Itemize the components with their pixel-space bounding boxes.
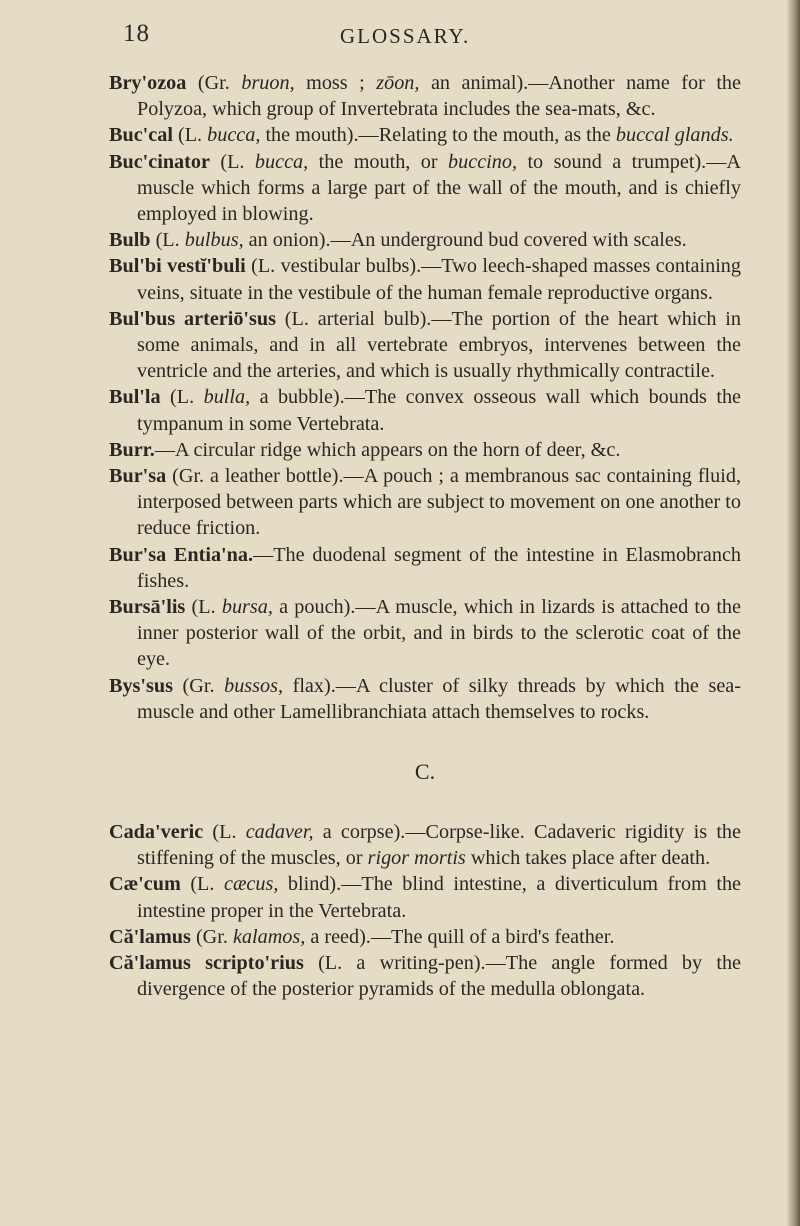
entry-headword: Cada'veric: [109, 821, 204, 844]
entry-headword: Bur'sa Entia'na.: [109, 543, 254, 566]
entry-text: (L.: [203, 821, 246, 844]
entry-text: an onion).—An underground bud covered with scales.: [243, 229, 687, 252]
entry-etymon: bucca,: [207, 124, 261, 147]
entry-headword: Burr.: [109, 438, 155, 461]
glossary-entry: [109, 437, 741, 463]
glossary-entry: [109, 384, 741, 436]
glossary-entry: [109, 542, 741, 594]
entry-headword: Buc'cinator: [109, 150, 210, 173]
entry-text: a reed).—The quill of a bird's feather.: [305, 925, 615, 948]
entry-etymon: cæcus,: [223, 873, 279, 896]
entry-text: a pouch).—A muscle, which in lizards is attached to the inner posterior wall of the orbit, and in birds to the sclerotic coat of the eye.: [137, 596, 741, 671]
entry-headword: Bul'bi vestĭ'buli: [109, 255, 246, 278]
entry-text: (Gr.: [190, 925, 233, 948]
entry-headword: Bursā'lis: [109, 596, 186, 619]
entry-text: (L. a writing-pen).—The angle formed by the divergence of the posterior pyramids of the medulla oblongata.: [137, 952, 742, 1001]
entry-headword: Bul'la: [109, 386, 161, 409]
entry-text: (L.: [180, 873, 224, 896]
glossary-entry: [109, 463, 741, 542]
glossary-entry: [109, 306, 741, 385]
glossary-entry: [109, 673, 741, 725]
running-title: GLOSSARY.: [340, 24, 471, 48]
entries-c: [109, 819, 741, 1002]
running-header: [0, 20, 786, 60]
entry-etymon: bruon,: [241, 72, 295, 94]
entry-text: (Gr.: [186, 72, 242, 94]
entry-text: —A circular ridge which appears on the horn of deer, &c.: [154, 438, 621, 461]
entry-text: —The duodenal segment of the intestine in Elasmobranch fishes.: [137, 543, 741, 592]
glossary-entry: [109, 122, 741, 148]
entries-b: [109, 70, 741, 725]
glossary-entry: [109, 149, 741, 228]
entry-text: to sound a trumpet).—A muscle which forms a large part of the wall of the mouth, and is chiefly employed in blowing.: [137, 150, 741, 226]
entry-text: (Gr. a leather bottle).—A pouch ; a membranous sac containing fluid, interposed between parts which are subject to movement on one another to reduce friction.: [137, 465, 741, 540]
glossary-entry: [109, 924, 741, 950]
entry-etymon: kalamos,: [232, 925, 306, 948]
entry-etymon: zōon,: [376, 72, 420, 94]
entry-text: (L.: [150, 229, 185, 252]
entry-text: an animal).—Another name for the Polyzoa, which group of Invertebrata includes the sea-mats, &c.: [137, 72, 741, 121]
entry-text: (L.: [172, 124, 208, 147]
entry-etymon: rigor mortis: [367, 847, 466, 870]
entry-text: which takes place after death.: [465, 847, 711, 870]
entry-text: (L. arterial bulb).—The portion of the heart which in some animals, and in all vertebrate embryos, intervenes between the ventricle and the arteries, and which is usually rhythmically contractile.: [137, 307, 741, 383]
glossary-entry: [109, 950, 741, 1002]
entry-headword: Bulb: [109, 229, 151, 252]
entry-headword: Bry'ozoa: [109, 72, 187, 94]
entry-text: (L. vestibular bulbs).—Two leech-shaped masses containing veins, situate in the vestibule of the human female reproductive organs.: [137, 255, 741, 304]
entry-text: moss ;: [294, 72, 377, 94]
entry-headword: Că'lamus: [109, 925, 191, 948]
page-edge: [786, 0, 800, 1226]
glossary-entry: [109, 227, 741, 253]
glossary-entry: [109, 253, 741, 305]
glossary-entry: [109, 819, 741, 871]
entry-etymon: bussos,: [224, 674, 284, 697]
entry-text: a bubble).—The convex osseous wall which bounds the tympanum in some Vertebrata.: [137, 386, 741, 435]
entry-headword: Bul'bus arteriō'sus: [109, 307, 276, 330]
entry-headword: Cæ'cum: [109, 873, 181, 896]
entry-text: (L.: [209, 150, 255, 173]
entry-text: (L.: [185, 596, 222, 619]
entry-etymon: cadaver,: [245, 821, 314, 844]
entry-headword: Că'lamus scripto'rius: [109, 952, 304, 975]
section-heading: C.: [414, 759, 436, 785]
entry-etymon: buccal glands.: [615, 124, 734, 147]
glossary-entry: [109, 594, 741, 673]
entry-headword: Bur'sa: [109, 465, 167, 488]
entry-headword: Bys'sus: [109, 674, 173, 697]
entry-text: the mouth).—Relating to the mouth, as the: [260, 124, 616, 147]
entry-text: a corpse).—Corpse-like. Cadaveric rigidity is the stiffening of the muscles, or: [137, 821, 741, 870]
entry-headword: Buc'cal: [109, 124, 173, 147]
entry-text: (Gr.: [172, 674, 225, 697]
entry-text: the mouth, or: [308, 150, 449, 173]
entry-text: flax).—A cluster of silky threads by which the sea-muscle and other Lamellibranchiata attach themselves to rocks.: [137, 674, 741, 723]
entry-etymon: buccino,: [448, 150, 517, 173]
entry-etymon: bulla,: [203, 386, 251, 409]
page-number: 18: [123, 20, 150, 47]
glossary-body: [109, 70, 741, 1003]
glossary-entry: [109, 871, 741, 923]
entry-text: blind).—The blind intestine, a diverticulum from the intestine proper in the Vertebrata.: [137, 873, 741, 922]
entry-etymon: bucca,: [254, 150, 309, 173]
entry-etymon: bursa,: [221, 596, 273, 619]
entry-text: (L.: [160, 386, 204, 409]
entry-etymon: bulbus,: [184, 229, 244, 252]
glossary-entry: [109, 70, 741, 122]
